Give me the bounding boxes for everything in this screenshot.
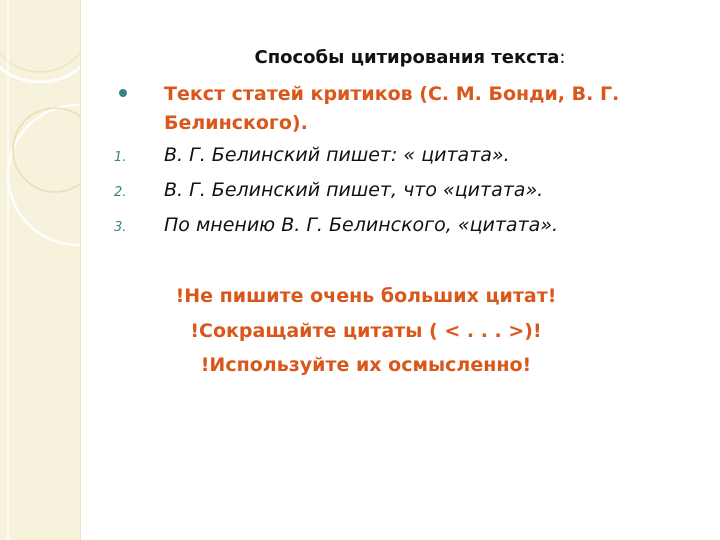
list-number: 2. [114, 185, 127, 200]
list-item: В. Г. Белинский пишет, что «цитата». [164, 179, 544, 201]
warning-line: !Используйте их осмысленно! [200, 354, 532, 376]
list-number: 1. [114, 150, 127, 165]
list-item: В. Г. Белинский пишет: « цитата». [164, 144, 510, 166]
bullet-text: Текст статей критиков (С. М. Бонди, В. Г. Белинского). [164, 83, 620, 134]
bullet-dot-icon [119, 89, 127, 97]
warning-line: !Сокращайте цитаты ( < . . . >)! [190, 320, 542, 342]
list-item: По мнению В. Г. Белинского, «цитата». [164, 214, 559, 236]
decorative-side-band [0, 0, 81, 540]
decorative-circles-graphic [0, 0, 80, 540]
page-title: Способы цитирования текста: [254, 47, 566, 68]
list-number: 3. [114, 220, 127, 235]
warning-line: !Не пишите очень больших цитат! [175, 285, 557, 307]
